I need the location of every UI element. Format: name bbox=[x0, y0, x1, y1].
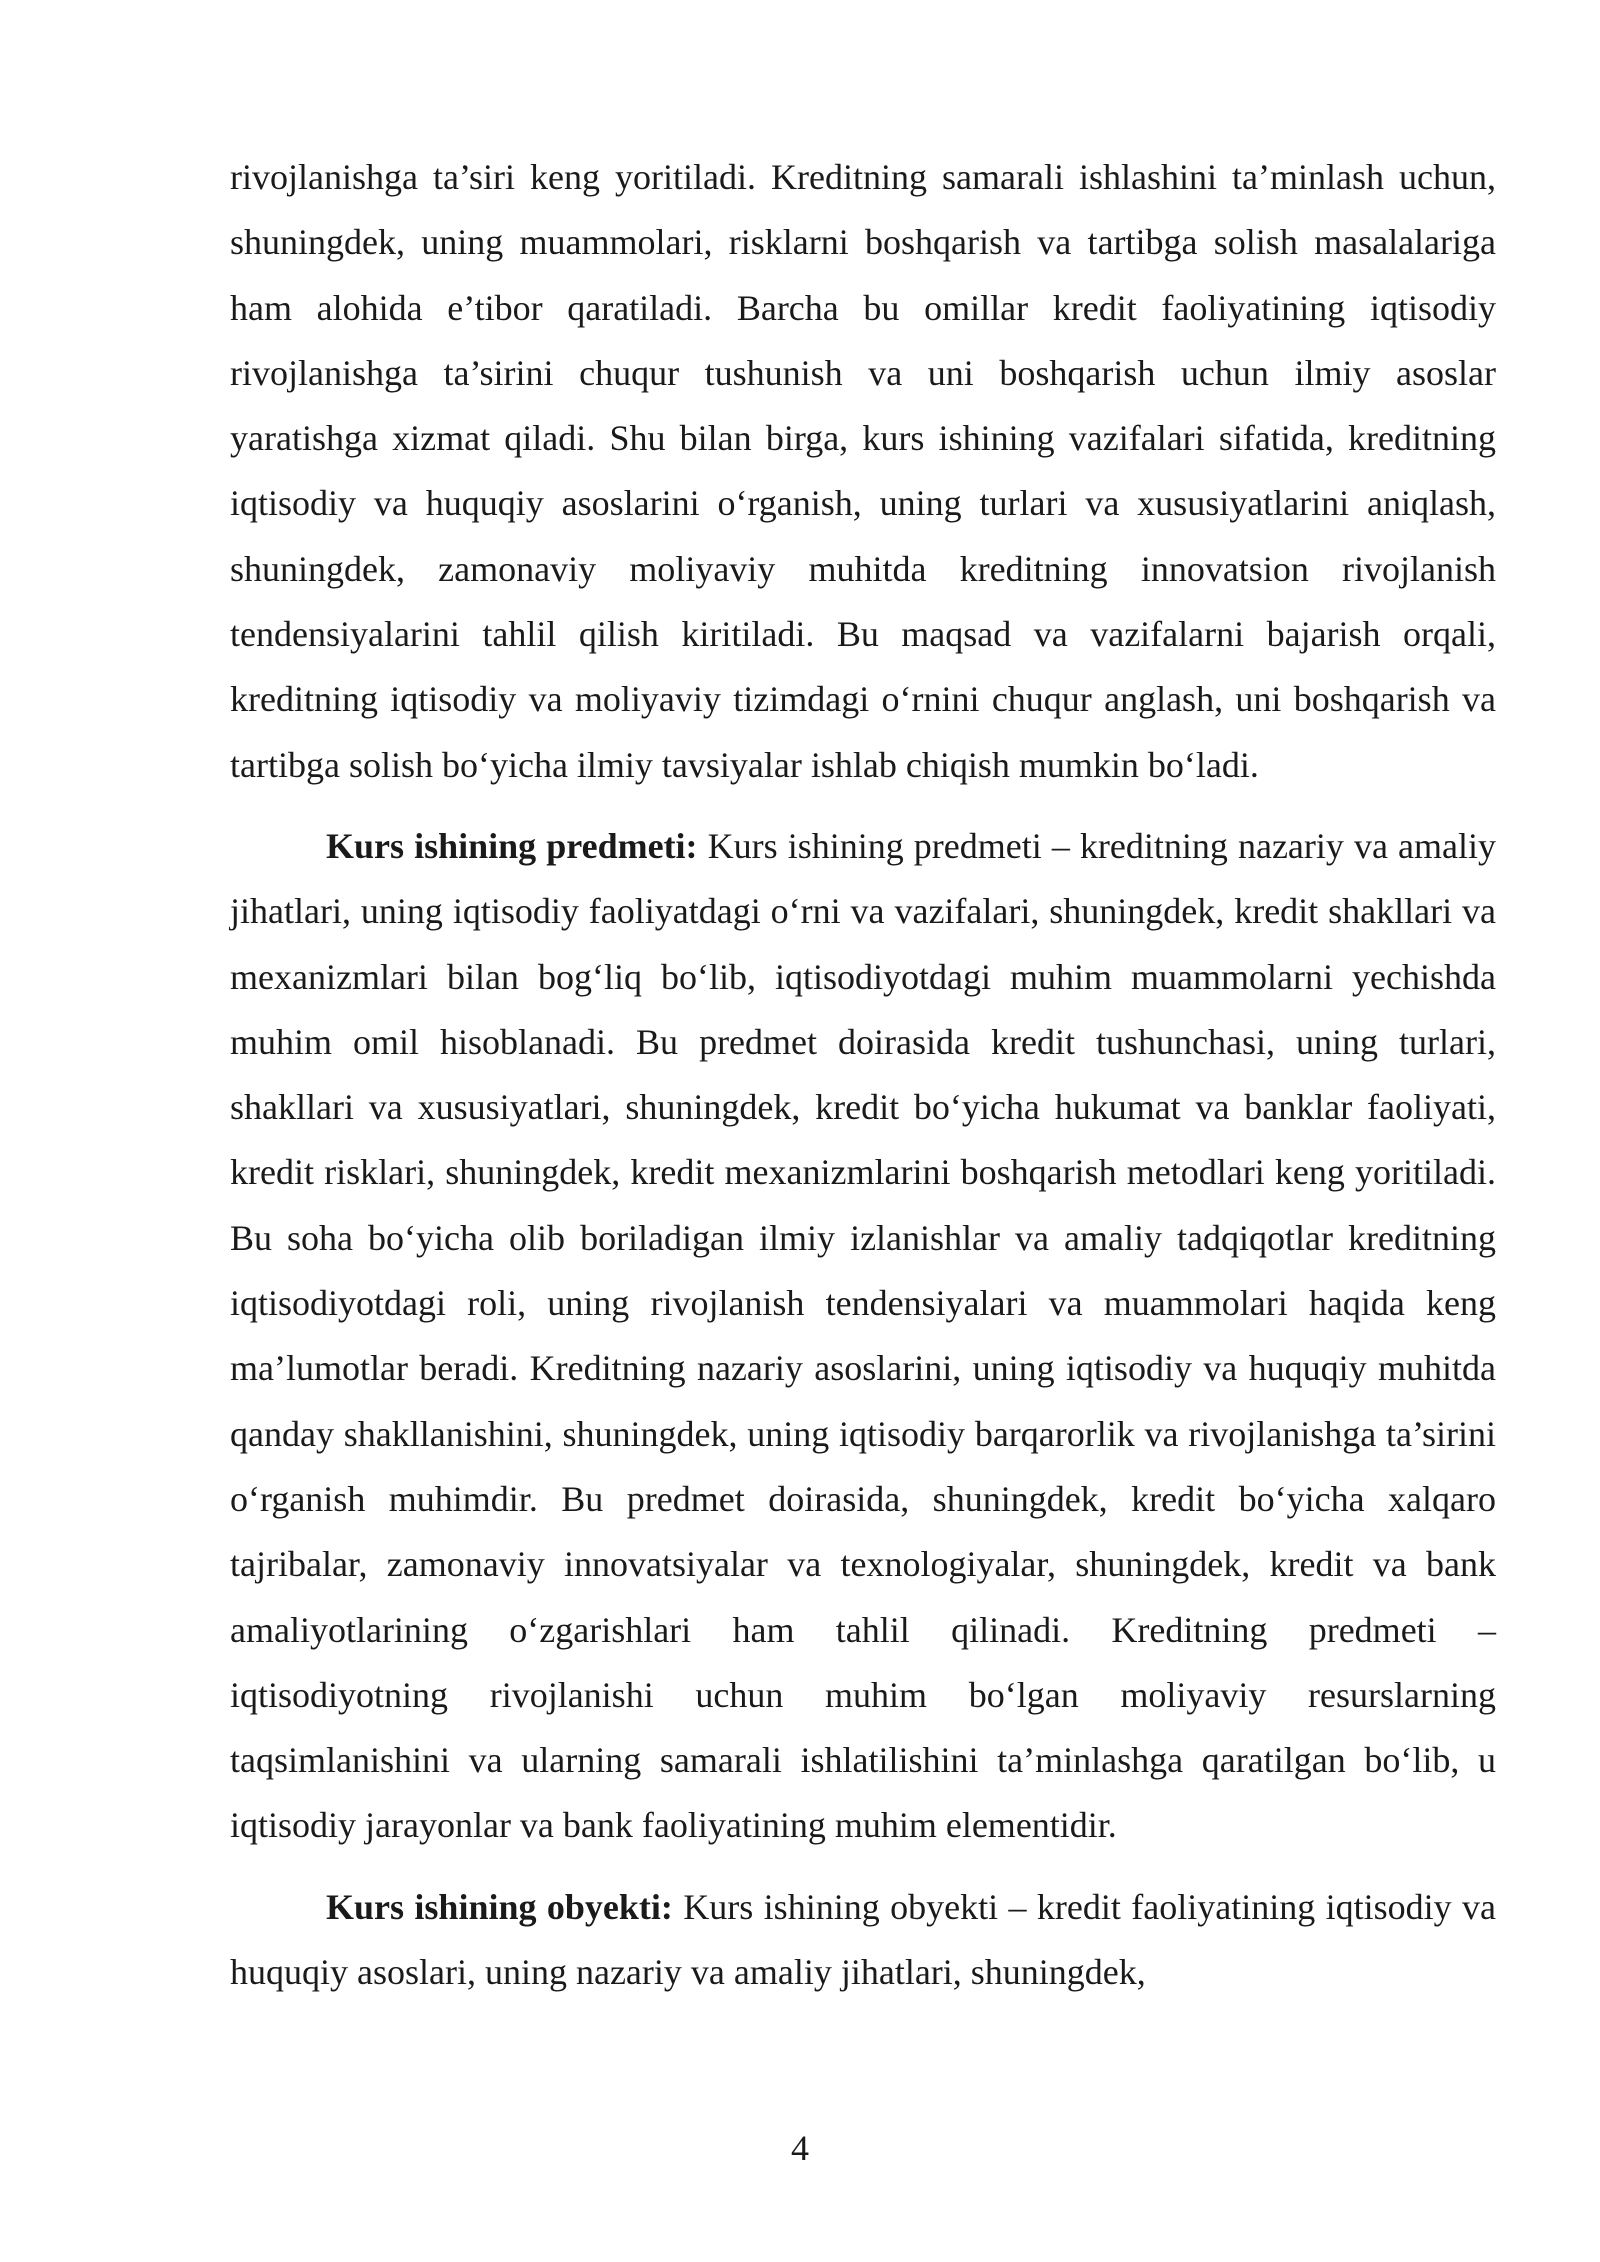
paragraph-course-object bbox=[230, 1875, 1496, 2006]
document-page bbox=[230, 145, 1496, 2005]
paragraph-heading: Kurs ishining predmeti: bbox=[326, 825, 698, 866]
paragraph-text: Kurs ishining obyekti – kredit faoliyatining iqtisodiy va huquqiy asoslari, uning nazariy va amaliy jihatlari, shuningdek, bbox=[230, 1886, 1496, 1993]
paragraph-continuation bbox=[230, 145, 1496, 798]
paragraph-course-subject bbox=[230, 814, 1496, 1859]
paragraph-text: Kurs ishining predmeti – kreditning nazariy va amaliy jihatlari, uning iqtisodiy faoliyatdagi o‘rni va vazifalari, shuningdek, kredit shakllari va mexanizmlari bilan bog‘liq bo‘lib, iqtisodiyotdagi muhim muammolarni yechishda muhim omil hisoblanadi. Bu predmet doirasida kredit tushunchasi, uning turlari, shakllari va xususiyatlari, shuningdek, kredit bo‘yicha hukumat va banklar faoliyati, kredit risklari, shuningdek, kredit mexanizmlarini boshqarish metodlari keng yoritiladi. Bu soha bo‘yicha olib boriladigan ilmiy izlanishlar va amaliy tadqiqotlar kreditning iqtisodiyotdagi roli, uning rivojlanish tendensiyalari va muammolari haqida keng ma’lumotlar beradi. Kreditning nazariy asoslarini, uning iqtisodiy va huquqiy muhitda qanday shakllanishini, shuningdek, uning iqtisodiy barqarorlik va rivojlanishga ta’sirini o‘rganish muhimdir. Bu predmet doirasida, shuningdek, kredit bo‘yicha xalqaro tajribalar, zamonaviy innovatsiyalar va texnologiyalar, shuningdek, kredit va bank amaliyotlarining o‘zgarishlari ham tahlil qilinadi. Kreditning predmeti – iqtisodiyotning rivojlanishi uchun muhim bo‘lgan moliyaviy resurslarning taqsimlanishini va ularning samarali ishlatilishini ta’minlashga qaratilgan bo‘lib, u iqtisodiy jarayonlar va bank faoliyatining muhim elementidir. bbox=[230, 825, 1496, 1846]
page-number: 4 bbox=[791, 2128, 809, 2168]
paragraph-heading: Kurs ishining obyekti: bbox=[326, 1886, 673, 1927]
paragraph-text: rivojlanishga ta’siri keng yoritiladi. Kreditning samarali ishlashini ta’minlash uchun, shuningdek, uning muammolari, risklarni boshqarish va tartibga solish masalalariga ham alohida e’tibor qaratiladi. Barcha bu omillar kredit faoliyatining iqtisodiy rivojlanishga ta’sirini chuqur tushunish va uni boshqarish uchun ilmiy asoslar yaratishga xizmat qiladi. Shu bilan birga, kurs ishining vazifalari sifatida, kreditning iqtisodiy va huquqiy asoslarini o‘rganish, uning turlari va xususiyatlarini aniqlash, shuningdek, zamonaviy moliyaviy muhitda kreditning innovatsion rivojlanish tendensiyalarini tahlil qilish kiritiladi. Bu maqsad va vazifalarni bajarish orqali, kreditning iqtisodiy va moliyaviy tizimdagi o‘rnini chuqur anglash, uni boshqarish va tartibga solish bo‘yicha ilmiy tavsiyalar ishlab chiqish mumkin bo‘ladi. bbox=[230, 157, 1496, 785]
